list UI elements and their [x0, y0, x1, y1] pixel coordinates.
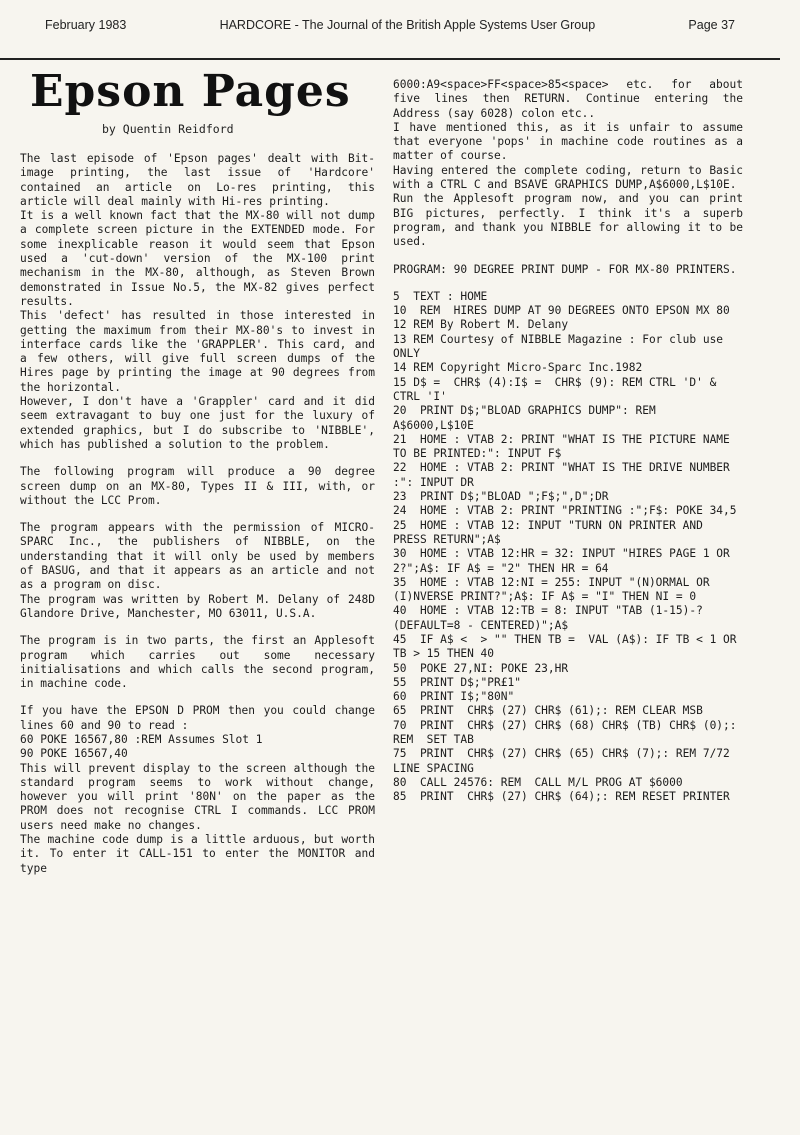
program-line: 65 PRINT CHR$ (27) CHR$ (61);: REM CLEAR MSB: [393, 704, 703, 718]
program-line: 15 D$ = CHR$ (4):I$ = CHR$ (9): REM CTRL 'D' & CTRL 'I': [393, 375, 724, 403]
paragraph: The program appears with the permission of MICRO-SPARC Inc., the publishers of NIBBLE, on the understanding that it will only be used by members of BASUG, and that it appears as an article and not as a program on disc.: [20, 521, 375, 592]
program-line: 70 PRINT CHR$ (27) CHR$ (68) CHR$ (TB) CHR$ (0);: REM SET TAB: [393, 718, 744, 747]
program-line: 75 PRINT CHR$ (27) CHR$ (65) CHR$ (7);: REM 7/72 LINE SPACING: [393, 747, 737, 775]
program-listing: [393, 290, 743, 805]
paragraph: 6000:A9<space>FF<space>85<space> etc. for about five lines then RETURN. Continue entering the Address (say 6028) colon etc..: [393, 78, 743, 120]
program-line: 23 PRINT D$;"BLOAD ";F$;",D";DR: [393, 490, 609, 504]
program-line: 24 HOME : VTAB 2: PRINT "PRINTING :";F$: POKE 34,5: [393, 504, 737, 518]
program-line: 45 IF A$ < > "" THEN TB = VAL (A$): IF TB < 1 OR TB > 15 THEN 40: [393, 632, 744, 661]
program-line: 80 CALL 24576: REM CALL M/L PROG AT $6000: [393, 775, 683, 789]
header-page-number: Page 37: [688, 18, 735, 32]
paragraph: If you have the EPSON D PROM then you could change lines 60 and 90 to read :: [20, 704, 375, 732]
header-date: February 1983: [45, 18, 127, 32]
program-line: 21 HOME : VTAB 2: PRINT "WHAT IS THE PICTURE NAME TO BE PRINTED:": INPUT F$: [393, 432, 737, 461]
program-line: 85 PRINT CHR$ (27) CHR$ (64);: REM RESET PRINTER: [393, 790, 730, 804]
program-line: 40 HOME : VTAB 12:TB = 8: INPUT "TAB (1-15)-? (DEFAULT=8 - CENTERED)";A$: [393, 604, 710, 632]
paragraph: The machine code dump is a little arduous, but worth it. To enter it CALL-151 to enter the MONITOR and type: [20, 833, 375, 875]
page-header: [45, 18, 735, 32]
program-line: 60 PRINT I$;"80N": [393, 690, 515, 704]
code-line: 60 POKE 16567,80 :REM Assumes Slot 1: [20, 732, 263, 746]
paragraph: The following program will produce a 90 degree screen dump on an MX-80, Types II & III, with, or without the LCC Prom.: [20, 465, 375, 507]
program-line: 14 REM Copyright Micro-Sparc Inc.1982: [393, 361, 643, 375]
program-line: 50 POKE 27,NI: POKE 23,HR: [393, 661, 569, 675]
program-title: PROGRAM: 90 DEGREE PRINT DUMP - FOR MX-80 PRINTERS.: [393, 262, 737, 276]
program-line: 13 REM Courtesy of NIBBLE Magazine : For club use ONLY: [393, 332, 730, 361]
article-title: Epson Pages: [30, 66, 351, 117]
paragraph: The last episode of 'Epson pages' dealt with Bit-image printing, the last issue of 'Hardcore' contained an article on Lo-res printing, this article will deal mainly with Hi-res printing.: [20, 152, 375, 208]
paragraph: The program was written by Robert M. Delany of 248D Glandore Drive, Manchester, MO 63011, U.S.A.: [20, 592, 375, 620]
article-byline: by Quentin Reidford: [102, 122, 234, 136]
program-line: 20 PRINT D$;"BLOAD GRAPHICS DUMP": REM A$6000,L$10E: [393, 404, 663, 432]
paragraph: I have mentioned this, as it is unfair to assume that everyone 'pops' in machine code routines as a matter of course.: [393, 120, 743, 163]
header-journal: HARDCORE - The Journal of the British Apple Systems User Group: [219, 18, 596, 32]
program-line: 25 HOME : VTAB 12: INPUT "TURN ON PRINTER AND PRESS RETURN";A$: [393, 518, 710, 546]
paragraph: The program is in two parts, the first an Applesoft program which carries out some necessary initialisations and which calls the second program, in machine code.: [20, 634, 375, 691]
program-line: 30 HOME : VTAB 12:HR = 32: INPUT "HIRES PAGE 1 OR 2?";A$: IF A$ = "2" THEN HR = 64: [393, 547, 737, 575]
program-line: 5 TEXT : HOME: [393, 289, 488, 303]
program-line: 55 PRINT D$;"PR£1": [393, 675, 521, 689]
program-line: 35 HOME : VTAB 12:NI = 255: INPUT "(N)ORMAL OR (I)NVERSE PRINT?";A$: IF A$ = "I" THEN NI = 0: [393, 575, 717, 604]
left-column: [20, 66, 375, 876]
program-line: 10 REM HIRES DUMP AT 90 DEGREES ONTO EPSON MX 80: [393, 304, 730, 318]
paragraph: Run the Applesoft program now, and you can print BIG pictures, perfectly. I think it's a superb program, and thank you NIBBLE for allowing it to be used.: [393, 192, 743, 249]
code-line: 90 POKE 16567,40: [20, 747, 128, 761]
header-rule: [0, 58, 780, 60]
paragraph: This 'defect' has resulted in those interested in getting the maximum from their MX-80's to invest in interface cards like the 'GRAPPLER'. This card, and a few others, will give full screen dumps of the Hires page by printing the image at 90 degrees from the horizontal.: [20, 309, 375, 394]
paragraph: It is a well known fact that the MX-80 will not dump a complete screen picture in the EXTENDED mode. For some inexplicable reason it would seem that Epson used a 'cut-down' version of the MX-100 print mechanism in the MX-80, although, as Steven Brown demonstrated in Issue No.5, the MX-82 gives perfect results.: [20, 209, 375, 308]
right-column: [393, 78, 743, 805]
paragraph: This will prevent display to the screen although the standard program seems to work without change, however you will print '80N' on the paper as the PROM does not recognise CTRL I commands. LCC PROM users need make no changes.: [20, 761, 375, 832]
program-line: 22 HOME : VTAB 2: PRINT "WHAT IS THE DRIVE NUMBER :": INPUT DR: [393, 461, 737, 489]
program-line: 12 REM By Robert M. Delany: [393, 318, 569, 332]
paragraph: Having entered the complete coding, return to Basic with a CTRL C and BSAVE GRAPHICS DUMP,A$6000,L$10E.: [393, 163, 743, 192]
paragraph: However, I don't have a 'Grappler' card and it did seem extravagant to buy one just for the luxury of extended graphics, but I do subscribe to 'NIBBLE', which has published a solution to the problem.: [20, 395, 375, 451]
